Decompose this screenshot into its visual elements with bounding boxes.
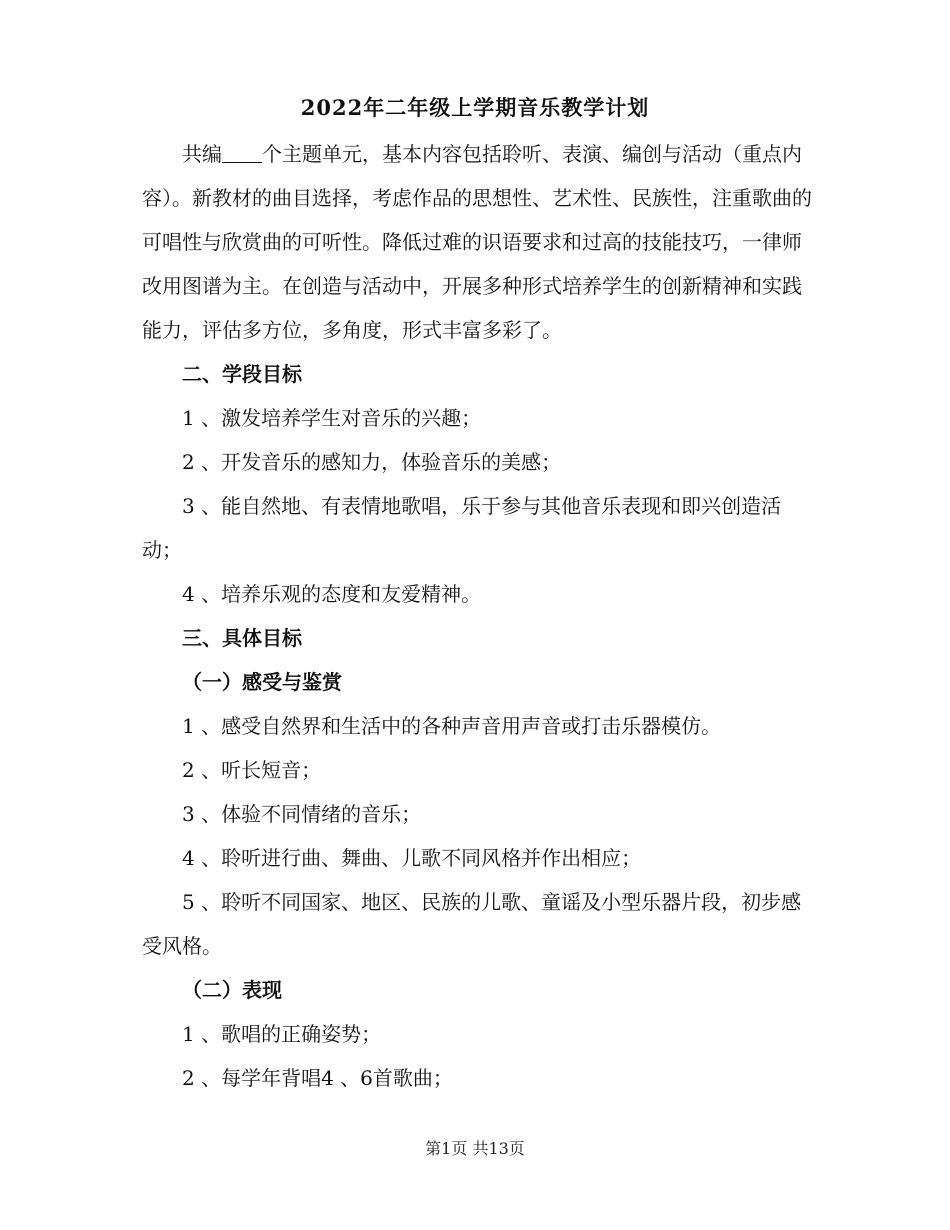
list-item: 1 、感受自然界和生活中的各种声音用声音或打击乐器模仿。 bbox=[182, 714, 722, 738]
list-item: 2 、每学年背唱4 、6首歌曲； bbox=[182, 1066, 453, 1090]
document-body bbox=[142, 132, 812, 1100]
section-2-heading: 二、学段目标 bbox=[182, 362, 302, 386]
list-item: 3 、体验不同情绪的音乐； bbox=[182, 802, 422, 826]
list-item: 1 、激发培养学生对音乐的兴趣； bbox=[182, 406, 482, 430]
subsection-2-heading: （二）表现 bbox=[182, 978, 282, 1002]
list-item: 3 、能自然地、有表情地歌唱，乐于参与其他音乐表现和即兴创造活动； bbox=[142, 494, 782, 562]
list-item: 1 、歌唱的正确姿势； bbox=[182, 1022, 382, 1046]
list-item: 2 、听长短音； bbox=[182, 758, 322, 782]
fill-in-blank bbox=[222, 140, 262, 163]
page-footer: 第1页 共13页 bbox=[425, 1139, 525, 1158]
subsection-1-heading: （一）感受与鉴赏 bbox=[182, 670, 342, 694]
intro-paragraph bbox=[142, 132, 812, 352]
list-item: 4 、培养乐观的态度和友爱精神。 bbox=[182, 582, 482, 606]
document-title: 2022年二年级上学期音乐教学计划 bbox=[300, 95, 650, 120]
intro-before-blank: 共编 bbox=[182, 142, 222, 166]
intro-after-blank: 个主题单元，基本内容包括聆听、表演、编创与活动（重点内容）。新教材的曲目选择，考虑作品的思想性、艺术性、民族性，注重歌曲的可唱性与欣赏曲的可听性。降低过难的识语要求和过高的技能技巧，一律师改用图谱为主。在创造与活动中，开展多种形式培养学生的创新精神和实践能力，评估多方位，多角度，形式丰富多彩了。 bbox=[142, 142, 812, 342]
list-item: 4 、聆听进行曲、舞曲、儿歌不同风格并作出相应； bbox=[182, 846, 642, 870]
list-item: 2 、开发音乐的感知力，体验音乐的美感； bbox=[182, 450, 562, 474]
section-3-heading: 三、具体目标 bbox=[182, 626, 302, 650]
list-item: 5 、聆听不同国家、地区、民族的儿歌、童谣及小型乐器片段，初步感受风格。 bbox=[142, 890, 802, 958]
